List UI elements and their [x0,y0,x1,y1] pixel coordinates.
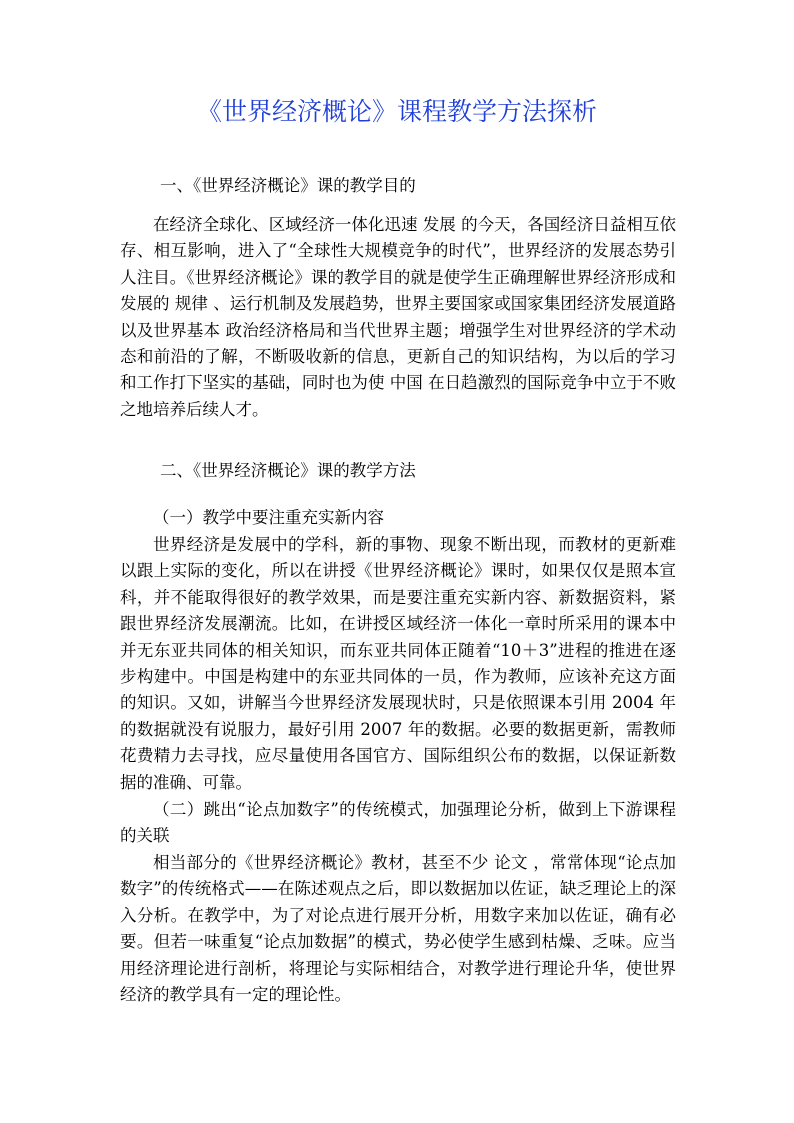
subsection-2-heading: （二）跳出“论点加数字”的传统模式，加强理论分析，做到上下游课程的关联 [120,800,676,846]
subsection-1-heading: （一）教学中要注重充实新内容 [153,508,384,527]
document-title: 《世界经济概论》课程教学方法探析 [196,97,597,126]
section-1-paragraph: 在经济全球化、区域经济一体化迅速 发展 的今天，各国经济日益相互依存、相互影响，进入了“全球性大规模竞争的时代”，世界经济的发展态势引人注目。《世界经济概论》课的教学目的就是使学生正确理解世界经济形成和发展的 规律 、运行机制及发展趋势，世界主要国家或国家集团经济发展道路以及世界基本 政治经济格局和当代世界主题；增强学生对世界经济的学术动态和前沿的了解，不断吸收新的信息，更新自己的知识结构，为以后的学习和工作打下坚实的基础，同时也为使 中国 在日趋激烈的国际竞争中立于不败之地培养后续人才。 [120,215,676,419]
subsection-2-paragraph: 相当部分的《世界经济概论》教材，甚至不少 论文 ，常常体现“论点加数字”的传统格式——在陈述观点之后，即以数据加以佐证，缺乏理论上的深入分析。在教学中，为了对论点进行展开分析，用数字来加以佐证，确有必要。但若一味重复“论点加数据”的模式，势必使学生感到枯燥、乏味。应当用经济理论进行剖析，将理论与实际相结合，对教学进行理论升华，使世界经济的教学具有一定的理论性。 [120,853,676,1005]
subsection-1-paragraph: 世界经济是发展中的学科，新的事物、现象不断出现，而教材的更新难以跟上实际的变化，所以在讲授《世界经济概论》课时，如果仅仅是照本宣科，并不能取得很好的教学效果，而是要注重充实新内容、新数据资料，紧跟世界经济发展潮流。比如，在讲授区域经济一体化一章时所采用的课本中并无东亚共同体的相关知识，而东亚共同体正随着“10＋3”进程的推进在逐步构建中。中国是构建中的东亚共同体的一员，作为教师，应该补充这方面的知识。又如，讲解当今世界经济发展现状时，只是依照课本引用 2004 年的数据就没有说服力，最好引用 2007 年的数据。必要的数据更新，需教师花费精力去寻找，应尽量使用各国官方、国际组织公布的数据，以保证新数据的准确、可靠。 [120,535,676,792]
section-2-heading: 二、《世界经济概论》课的教学方法 [160,461,416,480]
section-1-heading: 一、《世界经济概论》课的教学目的 [160,176,416,195]
